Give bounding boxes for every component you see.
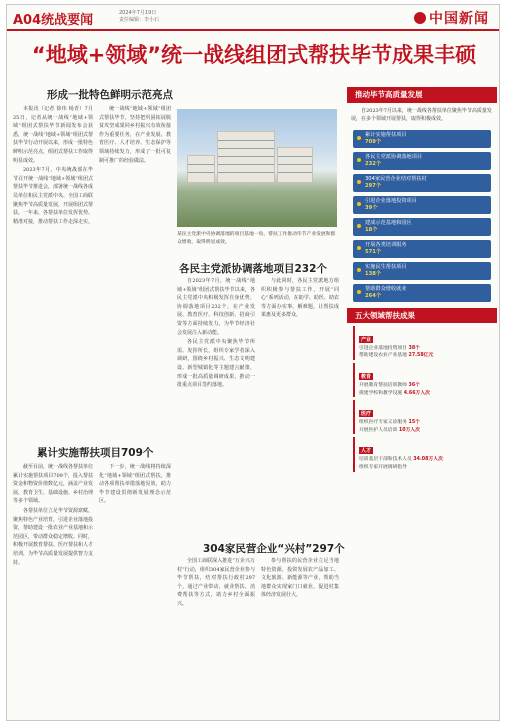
stat-value: 571个 (365, 248, 382, 255)
stat-card (353, 262, 491, 280)
field-block (353, 400, 491, 434)
stat-card (353, 174, 491, 192)
issue-date: 2024年7月19日 (119, 10, 157, 16)
field-row-text: 组织专家开展调研指导 (359, 464, 407, 470)
field-row (359, 456, 491, 464)
paragraph: 各民主党派中央聚焦毕节所需、发挥所长，组织专家学者深入调研，围绕乡村振兴、生态文明建设、新型城镇化等主题建言献策，形成一批高质量调研成果，推动一批重点项目签约落地。 (177, 339, 255, 389)
field-row-value: 34.08万人次 (413, 457, 443, 463)
stat-card (353, 284, 491, 302)
newspaper-page (6, 4, 500, 721)
article-column-3 (177, 277, 255, 511)
paragraph: 本报讯（记者 徐伟 杨青）7月25日，记者从统一战线“地域+领域”组团式帮扶毕节新闻发布会获悉，统一战线“地域+领域”组团式帮扶毕节行动开展以来，形成一批特色鲜明示范亮点，组团式帮扶工作取得明显成效。 (13, 106, 93, 164)
section-title-4: 304家民营企业“兴村”297个 (203, 543, 345, 555)
stat-card (353, 218, 491, 236)
news-photo (177, 109, 337, 227)
logo-text: 中国新闻 (429, 11, 489, 27)
logo-mark-icon (414, 12, 426, 24)
stat-value: 264个 (365, 292, 382, 299)
field-row (359, 345, 491, 353)
building-shape (217, 131, 275, 183)
field-block (353, 363, 491, 397)
stat-label: 实施民生帮扶项目 (365, 263, 407, 270)
article-column-5 (13, 463, 93, 717)
stat-label: 引进企业落地投资项目 (365, 197, 417, 204)
field-block (353, 326, 491, 360)
page-headline: “地域+领域”统一战线组团式帮扶毕节成果丰硕 (31, 43, 477, 67)
sidebar-panel (347, 87, 497, 472)
stat-label: 304家民营企业结对帮扶村 (365, 175, 427, 182)
stat-label: 建成示范基地和园区 (365, 219, 412, 226)
field-row-text: 帮助建设农业产业基地 (359, 353, 409, 359)
field-row-value: 36个 (408, 383, 420, 388)
issue-meta (119, 10, 159, 24)
stat-card (353, 240, 491, 258)
stat-card (353, 196, 491, 214)
field-row-text: 援建学校和教学设施 (359, 390, 404, 396)
field-row (359, 427, 491, 435)
stat-value: 39个 (365, 204, 378, 211)
field-row-text: 组织医疗专家义诊服务 (359, 420, 409, 426)
article-column-1 (13, 105, 93, 345)
paragraph: 2023年7月，中央统战部在毕节召开统一战线“地域+领域”组团式帮扶毕节推进会，部署统一战线各成员单位和民主党派中央、全国工商联聚焦毕节高质量发展，开展组团式帮扶。一年来，各帮扶单位发挥优势、精准对接，推动帮扶工作走深走实。 (13, 167, 93, 225)
paragraph: 统一战线“地域+领域”组团式帮扶毕节，坚持把巩固拓展脱贫攻坚成果同乡村振兴有效衔接作为重要任务，在产业发展、教育医疗、人才培养、生态保护等领域持续发力，形成了一批可复制可推广的经验做法。 (99, 106, 171, 164)
stat-label: 帮助群众增收就业 (365, 285, 407, 292)
paragraph: 参与帮扶的民营企业立足当地特色资源，投资发展农产品加工、文化旅游、新能源等产业，帮助当地群众实现家门口就业，促进村集体经济发展壮大。 (261, 558, 339, 599)
issue-editor: 责任编辑：李小石 (119, 17, 160, 23)
stat-value: 18个 (365, 226, 378, 233)
paragraph: 全国工商联深入推进“万企兴万村”行动，组织304家民营企业参与毕节帮扶，结对帮扶行政村297个，通过产业带动、就业帮扶、消费帮扶等方式，助力乡村全面振兴。 (177, 558, 255, 607)
field-row (359, 352, 491, 360)
section-title-2: 累计实施帮扶项目709个 (37, 447, 154, 459)
five-fields-list (347, 326, 497, 472)
stat-card (353, 130, 491, 148)
sidebar-title: 推动毕节高质量发展 (347, 87, 497, 103)
field-tag: 产业 (361, 336, 372, 343)
article-column-7 (177, 557, 255, 717)
stat-card (353, 152, 491, 170)
field-tag: 教育 (361, 374, 372, 380)
stat-label: 各民主党派协调落地项目 (365, 153, 423, 160)
stat-value: 709个 (365, 138, 382, 145)
paragraph: 截至目前，统一战线各帮扶单位累计实施帮扶项目709个，投入帮扶资金和物资价值数亿元，涵盖产业发展、教育卫生、基础设施、乡村治理等多个领域。 (13, 464, 93, 505)
paragraph: 与此同时，各民主党派地方组织积极参与帮扶工作，开展“同心”系列活动，在助学、助医、助农等方面办实事、解难题，让帮扶成果惠及更多群众。 (261, 278, 339, 319)
article-column-4 (261, 277, 339, 511)
article-column-8 (261, 557, 339, 717)
section-title-3: 各民主党派协调落地项目232个 (179, 263, 327, 275)
field-row-text: 培训基层干部和技术人员 (359, 457, 414, 463)
field-row-value: 38个 (408, 345, 420, 351)
stat-label: 开展各类培训服务 (365, 241, 407, 248)
article-column-6 (99, 463, 171, 717)
field-row-value: 27.58亿元 (408, 353, 434, 359)
section-title-1: 形成一批特色鲜明示范亮点 (47, 89, 173, 101)
paragraph: 下一步，统一战线将持续深化“地域+领域”组团式帮扶，推动各项帮扶举措落地见效，助力毕节建设贯彻新发展理念示范区。 (99, 464, 171, 505)
field-row-text: 开展医护人员培训 (359, 427, 399, 433)
field-block (353, 437, 491, 471)
field-row-value: 15个 (408, 420, 420, 426)
field-row-text: 引进企业落地投资项目 (359, 345, 409, 351)
field-tag: 医疗 (361, 411, 372, 418)
article-column-2 (99, 105, 171, 345)
stat-label: 累计实施帮扶项目 (365, 131, 407, 138)
stat-value: 232个 (365, 160, 382, 167)
field-row-value: 10万人次 (398, 427, 420, 433)
paragraph: 各帮扶单位立足毕节资源禀赋，聚焦特色产业培育，引进企业落地投资，帮助建设一批农业产业基地和示范园区，带动群众稳定增收。同时，积极开展教育帮扶、医疗帮扶和人才培训，为毕节高质量发展提供智力支持。 (13, 507, 93, 566)
field-row (359, 464, 491, 472)
field-row (359, 390, 491, 398)
field-row-value: 4.66万人次 (403, 390, 430, 396)
sidebar-intro: 自2023年7月以来，统一战线各帮扶单位聚焦毕节高质量发展，在多个领域开展帮扶，取得积极成效。 (351, 108, 492, 123)
stat-value: 138个 (365, 270, 382, 277)
building-shape (277, 147, 313, 183)
photo-caption: 某民主党派中央协调落地的项目基地一角，帮扶工作推动毕节产业发展和群众增收，取得明显成效。 (177, 232, 336, 245)
five-fields-title: 五大领域帮扶成果 (347, 308, 497, 323)
field-tag: 人才 (361, 448, 372, 455)
masthead (7, 5, 499, 31)
field-row (359, 419, 491, 427)
paragraph: 自2023年7月，统一战线“地域+领域”组团式帮扶毕节以来，各民主党派中央积极发挥自身优势，协调落地项目232个，在产业发展、教育医疗、科技创新、招商引资等方面持续发力，为毕节经济社会发展注入新动能。 (177, 278, 255, 336)
building-shape (187, 155, 215, 183)
newspaper-logo (414, 8, 489, 28)
stat-value: 297个 (365, 182, 382, 189)
field-row-text: 开展教育帮扶培训教师 (359, 383, 409, 388)
field-row (359, 382, 491, 390)
stats-list (347, 130, 497, 302)
section-label: A04统战要闻 (13, 13, 94, 28)
